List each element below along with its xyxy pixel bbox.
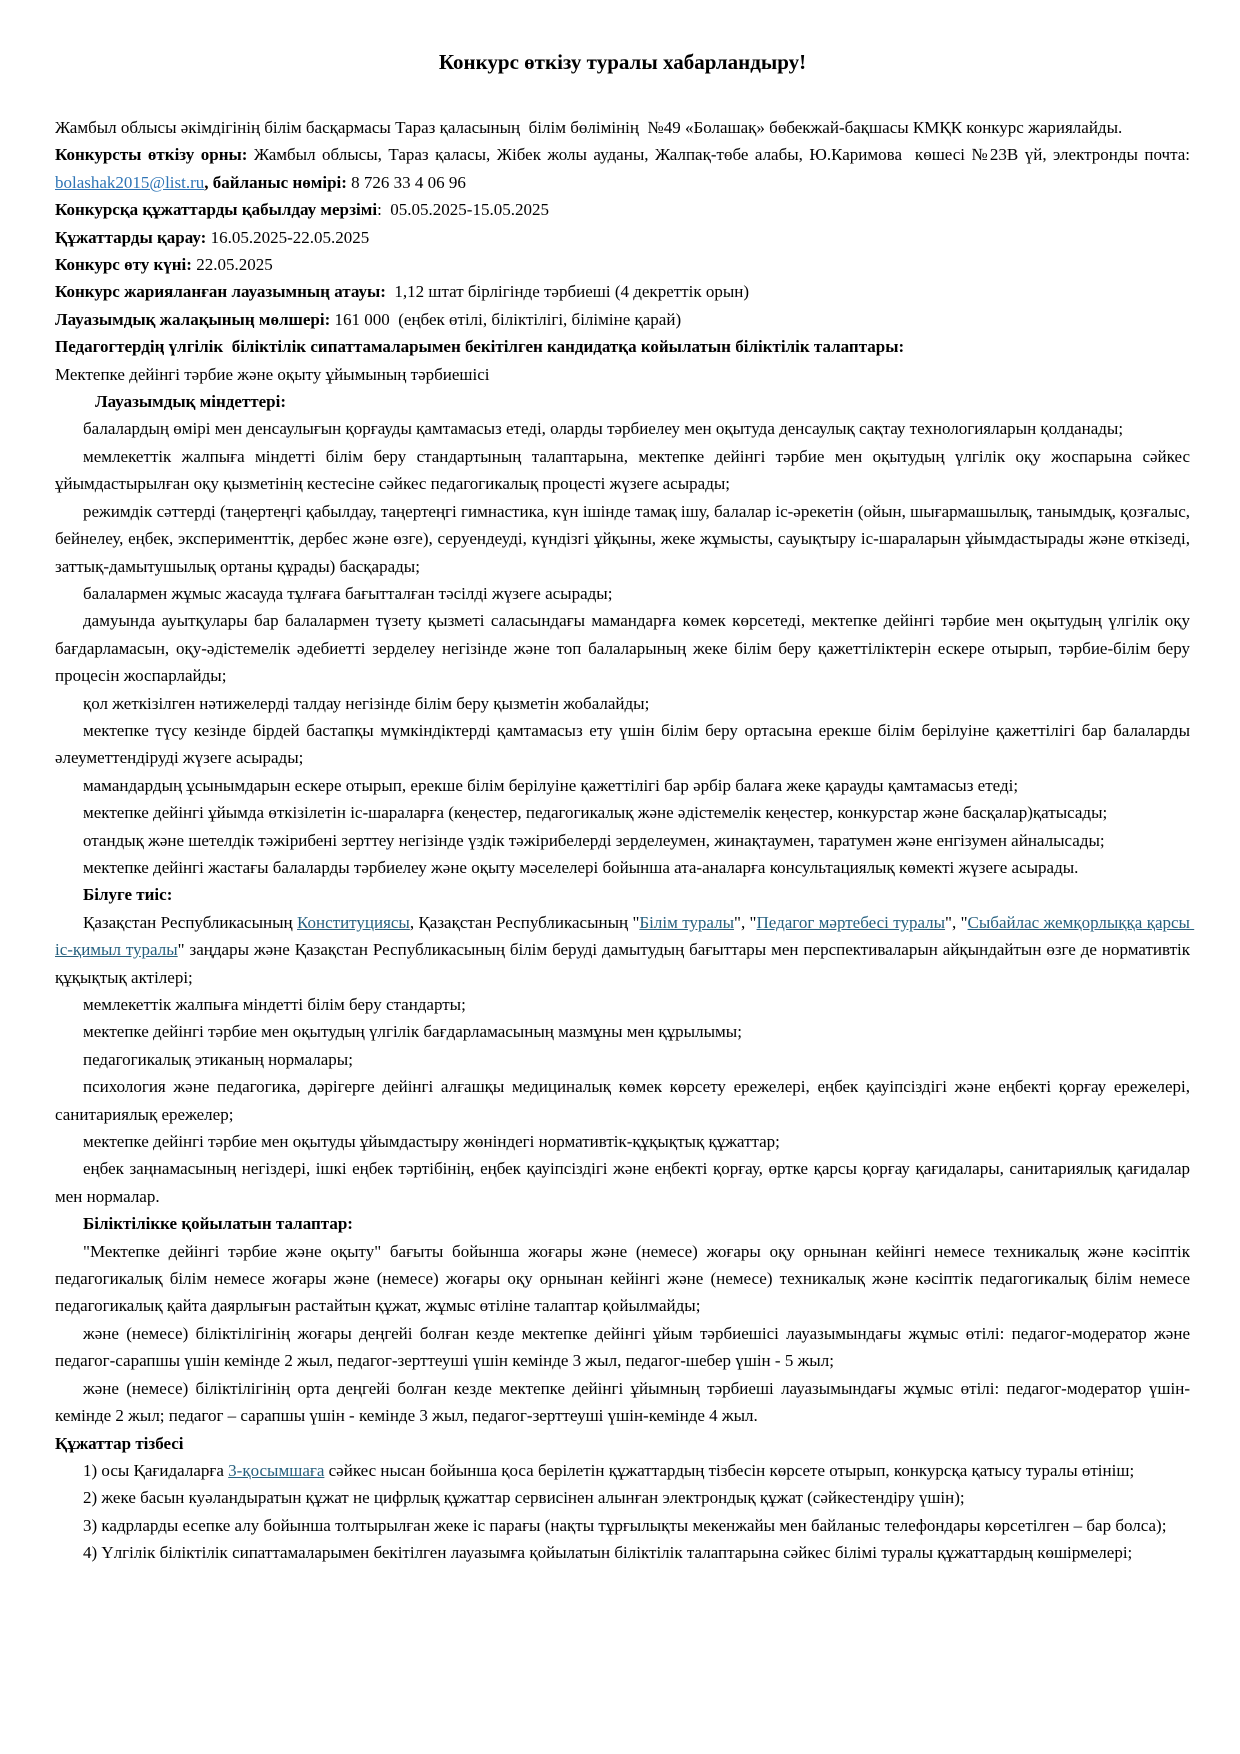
text-run: мемлекеттік жалпыға міндетті білім беру стандарты;: [83, 995, 466, 1014]
duty-item: [55, 772, 1190, 799]
bold-text-run: , байланыс нөмірі:: [204, 172, 347, 192]
knowledge-item: [55, 1155, 1195, 1210]
text-run: 16.05.2025-22.05.2025: [206, 227, 370, 247]
teacher-status-law-link[interactable]: Педагог мәртебесі туралы: [756, 912, 946, 932]
knowledge-item: [55, 1073, 1195, 1128]
competition-date-paragraph: [55, 251, 1190, 278]
education-law-link[interactable]: Білім туралы: [639, 912, 735, 932]
text-run: психология және педагогика, дәрігерге дейінгі алғашқы медициналық көмек көрсету ережелері, еңбек қауіпсіздігі және еңбекті қорғау ережелері, санитариялық ережелер;: [55, 1077, 1195, 1124]
duty-item: [55, 607, 1195, 689]
text-run: мектепке дейінгі тәрбие мен оқытудың үлгілік бағдарламасының мазмұны мен құрылымы;: [83, 1022, 742, 1042]
document-body: [55, 114, 1195, 1567]
text-run: " заңдары және Қазақстан Республикасының білім беруді дамытудың бағыттары мен перспективаларын айқындайтын өзге де нормативтік құқықтық актілері;: [55, 940, 1195, 987]
text-run: ", ": [945, 912, 968, 932]
text-run: 4) Үлгілік біліктілік сипаттамаларымен бекітілген лауазымға қойылатын біліктілік талаптарына сәйкес білімі туралы құжаттардың көшірмелері;: [83, 1543, 1133, 1563]
bold-text-run: Конкурсты өткізу орны:: [55, 145, 248, 165]
duties-heading: [55, 388, 1190, 415]
text-run: 1,12 штат бірлігінде тәрбиеші (4 декреттік орын): [385, 282, 750, 302]
document-item: [55, 1484, 1190, 1511]
text-run: мектепке дейінгі ұйымда өткізілетін іс-шараларға (кеңестер, педагогикалық және әдістемелік кеңестер, конкурстар және басқалар)қатысады;: [83, 803, 1108, 823]
text-run: режимдік сәттерді (таңертеңгі қабылдау, таңертеңгі гимнастика, күн ішінде тамақ ішу, балалар іс-әрекетін (ойын, шығармашылық, танымдық, қозғалыс, бейнелеу, еңбек, эксперименттік, дербес және өзге), серуендеуді, күндізгі ұйқыны, жеке жұмысты, сауықтыру іс-шараларын ұйымдастырады және өткізеді, заттық-дамытушылық ортаны құрады) басқарады;: [55, 501, 1195, 576]
duty-item: [55, 827, 1190, 854]
duty-item: [55, 580, 1190, 607]
text-run: педагогикалық этиканың нормалары;: [83, 1049, 353, 1069]
qualification-heading: [55, 333, 1190, 360]
text-run: мектепке дейінгі тәрбие мен оқытуды ұйымдастыру жөніндегі нормативтік-құқықтық құжаттар;: [83, 1132, 780, 1152]
text-run: Мектепке дейінгі тәрбие және оқыту ұйымының тәрбиешісі: [55, 364, 490, 384]
bold-text-run: Лауазымдық міндеттері:: [95, 392, 287, 412]
duty-item: [55, 690, 1190, 717]
text-run: 161 000 (еңбек өтілі, біліктілігі, біліміне қарай): [330, 309, 682, 329]
position-paragraph: [55, 278, 1190, 305]
text-run: "Мектепке дейінгі тәрбие және оқыту" бағыты бойынша жоғары және (немесе) жоғары оқу орнынан кейінгі немесе техникалық және кәсіптік педагогикалық білім немесе жоғары және (немесе) жоғары оқу орнынан кейінгі және (немесе) техникалық және кәсіптік педагогикалық білім немесе педагогикалық қайта даярлығын растайтын құжат, жұмыс өтіліне талаптар қойылмайды;: [55, 1241, 1195, 1316]
anticorruption-law-link[interactable]: Сыбайлас жемқорлыққа қарсы іс-қимыл туралы: [55, 912, 1195, 960]
bold-text-run: Білуге тиіс:: [83, 885, 173, 905]
requirement-item: [55, 1238, 1195, 1320]
duty-item: [55, 498, 1195, 580]
text-run: және (немесе) біліктілігінің жоғары деңгейі болған кезде мектепке дейінгі ұйым тәрбиешісі лауазымындағы жұмыс өтілі: педагог-модератор және педагог-сарапшы үшін кемінде 2 жыл, педагог-зерттеуші үшін кемінде 3 жыл, педагог-шебер үшін - 5 жыл;: [55, 1323, 1195, 1371]
text-run: мамандардың ұсынымдарын ескере отырып, ерекше білім берілуіне қажеттілігі бар әрбір балаға жеке қарауды қамтамасыз етеді;: [83, 775, 1019, 795]
text-run: 22.05.2025: [191, 255, 273, 275]
duty-item: [55, 443, 1195, 498]
duty-item: [55, 799, 1190, 826]
text-run: сәйкес нысан бойынша қоса берілетін құжаттардың тізбесін көрсете отырып, конкурсқа қатысу туралы өтініш;: [324, 1460, 1135, 1480]
duty-item: [55, 415, 1190, 442]
appendix-3-link[interactable]: 3-қосымшаға: [228, 1460, 325, 1480]
intro-paragraph: [55, 114, 1190, 141]
duty-item: [55, 854, 1190, 881]
constitution-link[interactable]: Конституциясы: [297, 912, 410, 932]
bold-text-run: Конкурс жарияланған лауазымның атауы:: [55, 282, 386, 302]
knowledge-item: [55, 991, 1190, 1018]
text-run: қол жеткізілген нәтижелерді талдау негізінде білім беру қызметін жобалайды;: [83, 693, 650, 713]
must-know-heading: [55, 881, 1190, 908]
bold-text-run: Біліктілікке қойылатын талаптар:: [83, 1214, 353, 1234]
knowledge-item: [55, 1128, 1190, 1155]
document-item: [55, 1457, 1190, 1484]
requirement-item: [55, 1320, 1195, 1375]
text-run: 1) осы Қағидаларға: [83, 1460, 229, 1480]
text-run: еңбек заңнамасының негіздері, ішкі еңбек тәртібінің, еңбек қауіпсіздігі және еңбекті қорғау, өртке қарсы қорғау қағидалары, санитариялық қағидалар мен нормалар.: [55, 1159, 1195, 1206]
text-run: дамуында ауытқулары бар балалармен түзету қызметі саласындағы мамандарға көмек көрсетеді, мектепке дейінгі тәрбие мен оқытудың үлгілік оқу бағдарламасын, оқу-әдістемелік әдебиетті зерделеу негізінде және топ балаларының жеке білім беру қажеттіліктерін ескере отырып, тәрбие-білім беру процесін жоспарлайды;: [55, 611, 1195, 686]
text-run: , Қазақстан Республикасының ": [409, 912, 640, 932]
document-item: [55, 1512, 1190, 1539]
text-run: және (немесе) біліктілігінің орта деңгейі болған кезде мектепке дейінгі ұйымның тәрбиеші лауазымындағы жұмыс өтілі: педагог-модератор үшін-кемінде 2 жыл; педагог – сарапшы үшін - кемінде 3 жыл, педагог-зерттеуші үшін-кемінде 4 жыл.: [55, 1378, 1190, 1426]
text-run: мектепке дейінгі жастағы балаларды тәрбиелеу және оқыту мәселелері бойынша ата-аналарға консультациялық көмекті жүзеге асырады.: [83, 857, 1079, 877]
bold-text-run: Конкурс өту күні:: [55, 255, 192, 275]
text-run: : 05.05.2025-15.05.2025: [377, 200, 549, 220]
email-link[interactable]: bolashak2015@list.ru: [55, 172, 205, 192]
bold-text-run: Құжаттар тізбесі: [55, 1433, 184, 1453]
text-run: мемлекеттік жалпыға міндетті білім беру стандартының талаптарына, мектепке дейінгі тәрбие мен оқытудың үлгілік оқу жоспарына сәйкес ұйымдастырылған оқу қызметінің кестесіне сәйкес педагогикалық процесті жүзеге асырады;: [55, 446, 1195, 494]
bold-text-run: Құжаттарды қарау:: [55, 227, 207, 247]
text-run: Жамбыл облысы, Тараз қаласы, Жібек жолы ауданы, Жалпақ-төбе алабы, Ю.Каримова көшесі №23В үй, электронды почта:: [247, 145, 1195, 165]
text-run: 8 726 33 4 06 96: [346, 172, 466, 192]
application-period-paragraph: [55, 196, 1190, 223]
requirement-item: [55, 1375, 1190, 1430]
venue-paragraph: [55, 141, 1195, 196]
laws-paragraph: [55, 909, 1195, 991]
text-run: отандық және шетелдік тәжірибені зерттеу негізінде үздік тәжірибелерді зерделеумен, жинақтаумен, таратумен және енгізумен айналысады;: [83, 830, 1105, 850]
duty-item: [55, 717, 1195, 772]
bold-text-run: Конкурсқа құжаттарды қабылдау мерзімі: [55, 200, 378, 220]
document-item: [55, 1539, 1190, 1566]
text-run: балалармен жұмыс жасауда тұлғаға бағытталған тәсілді жүзеге асырады;: [83, 583, 613, 603]
knowledge-item: [55, 1046, 1190, 1073]
text-run: ", ": [734, 912, 757, 932]
documents-list-heading: [55, 1430, 1190, 1457]
document-title: Конкурс өткізу туралы хабарландыру!: [438, 50, 807, 74]
knowledge-item: [55, 1018, 1190, 1045]
text-run: 3) кадрларды есепке алу бойынша толтырылған жеке іс парағы (нақты тұрғылықты мекенжайы мен байланыс телефондары көрсетілген – бар болса);: [83, 1515, 1167, 1535]
review-period-paragraph: [55, 224, 1190, 251]
text-run: Қазақстан Республикасының: [83, 912, 297, 932]
text-run: 2) жеке басын куәландыратын құжат не цифрлық құжаттар сервисінен алынған электрондық құжат (сәйкестендіру үшін);: [83, 1488, 965, 1508]
bold-text-run: Педагогтердің үлгілік біліктілік сипаттамаларымен бекітілген кандидатқа койылатын біліктілік талаптары:: [55, 337, 905, 357]
text-run: мектепке түсу кезінде бірдей бастапқы мүмкіндіктерді қамтамасыз ету үшін білім беру ортасына ерекше білім берілуіне қажеттілігі бар балаларды әлеуметтендіруді жүзеге асырады;: [55, 720, 1195, 768]
salary-paragraph: [55, 306, 1190, 333]
position-subtitle: [55, 361, 1190, 388]
bold-text-run: Лауазымдық жалақының мөлшері:: [55, 309, 331, 329]
text-run: Жамбыл облысы әкімдігінің білім басқармасы Тараз қаласының білім бөлімінің №49 «Болашақ» бөбекжай-бақшасы КМҚК конкурс жариялайды.: [55, 118, 1123, 137]
qualification-requirements-heading: [55, 1210, 1190, 1237]
text-run: балалардың өмірі мен денсаулығын қорғауды қамтамасыз етеді, оларды тәрбиелеу мен оқытуда денсаулық сақтау технологияларын қолданады;: [83, 419, 1124, 439]
